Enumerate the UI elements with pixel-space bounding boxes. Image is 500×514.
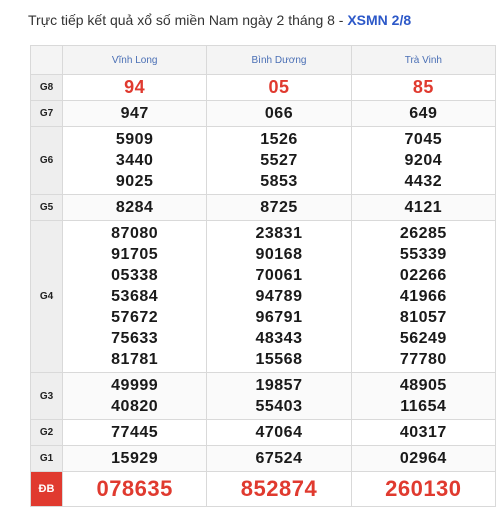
prize-row: [31, 127, 496, 195]
lottery-number: 56249: [399, 330, 447, 347]
prize-cell: [207, 75, 351, 101]
prize-cell: [351, 101, 495, 127]
prize-row: [31, 195, 496, 221]
province-header[interactable]: Trà Vinh: [351, 46, 495, 75]
xsmn-date-link[interactable]: XSMN 2/8: [347, 12, 412, 28]
lottery-number: 77780: [399, 351, 447, 368]
prize-label: G5: [31, 195, 63, 221]
prize-cell: [207, 373, 351, 420]
prize-row: [31, 101, 496, 127]
prize-column-header: [31, 46, 63, 75]
prize-cell: [351, 221, 495, 373]
lottery-number: 9204: [404, 152, 443, 169]
prize-row: [31, 221, 496, 373]
lottery-number: 26285: [399, 225, 447, 242]
lottery-number: 05338: [111, 267, 159, 284]
prize-cell: [351, 195, 495, 221]
lottery-number: 852874: [240, 476, 318, 501]
prize-cell: [63, 195, 207, 221]
lottery-number: 4121: [404, 199, 443, 216]
lottery-number: 7045: [404, 131, 443, 148]
lottery-number: 11654: [400, 398, 447, 415]
lottery-number: 947: [120, 105, 149, 122]
prize-body: [31, 75, 496, 507]
prize-row: [31, 472, 496, 507]
lottery-number: 55403: [255, 398, 303, 415]
lottery-number: 05: [268, 77, 290, 97]
prize-row: [31, 420, 496, 446]
lottery-number: 078635: [96, 476, 173, 501]
lottery-number: 5853: [260, 173, 298, 190]
prize-cell: [63, 446, 207, 472]
lottery-number: 55339: [399, 246, 447, 263]
page-title: [28, 12, 411, 28]
prize-cell: [351, 373, 495, 420]
lottery-number: 066: [264, 105, 294, 122]
lottery-number: 87080: [111, 225, 159, 242]
lottery-number: 77445: [111, 424, 159, 441]
prize-label: G8: [31, 75, 63, 101]
lottery-number: 260130: [385, 476, 462, 501]
prize-cell: [207, 221, 351, 373]
prize-label: G7: [31, 101, 63, 127]
lottery-number: 3440: [115, 152, 154, 169]
province-header[interactable]: Bình Dương: [207, 46, 351, 75]
prize-cell: [207, 101, 351, 127]
lottery-number: 40317: [399, 424, 447, 441]
prize-cell: [351, 127, 495, 195]
prize-cell: [63, 420, 207, 446]
lottery-number: 5527: [260, 152, 298, 169]
lottery-number: 94789: [255, 288, 303, 305]
lottery-number: 8284: [115, 199, 154, 216]
results-table: [30, 45, 496, 507]
prize-row: [31, 75, 496, 101]
lottery-number: 57672: [111, 309, 159, 326]
lottery-number: 15568: [255, 351, 303, 368]
prize-cell: [63, 101, 207, 127]
prize-label: G4: [31, 221, 63, 373]
prize-cell: [207, 472, 351, 507]
lottery-number: 48905: [399, 377, 447, 394]
prize-label: G1: [31, 446, 63, 472]
prize-cell: [63, 221, 207, 373]
lottery-number: 90168: [255, 246, 303, 263]
lottery-number: 85: [412, 77, 434, 97]
prize-row: [31, 373, 496, 420]
lottery-number: 9025: [115, 173, 154, 190]
lottery-number: 75633: [111, 330, 159, 347]
lottery-number: 67524: [255, 450, 303, 467]
lottery-number: 70061: [255, 267, 303, 284]
lottery-number: 02266: [399, 267, 447, 284]
lottery-number: 8725: [260, 199, 298, 216]
prize-cell: [351, 75, 495, 101]
lottery-number: 94: [124, 77, 146, 97]
prize-cell: [351, 420, 495, 446]
lottery-number: 649: [409, 105, 438, 122]
lottery-number: 5909: [115, 131, 154, 148]
lottery-number: 91705: [111, 246, 159, 263]
lottery-number: 4432: [404, 173, 443, 190]
province-header-row: [31, 46, 496, 75]
lottery-number: 23831: [255, 225, 303, 242]
prize-cell: [351, 472, 495, 507]
province-header[interactable]: Vĩnh Long: [63, 46, 207, 75]
prize-cell: [207, 420, 351, 446]
lottery-number: 96791: [255, 309, 303, 326]
lottery-number: 02964: [399, 450, 447, 467]
prize-cell: [207, 127, 351, 195]
prize-cell: [63, 373, 207, 420]
prize-label: G6: [31, 127, 63, 195]
lottery-number: 48343: [255, 330, 303, 347]
prize-label: G3: [31, 373, 63, 420]
lottery-number: 40820: [111, 398, 159, 415]
lottery-number: 19857: [255, 377, 303, 394]
prize-cell: [63, 75, 207, 101]
lottery-number: 1526: [260, 131, 298, 148]
title-text: Trực tiếp kết quả xổ số miền Nam ngày 2 tháng 8 -: [28, 12, 348, 28]
lottery-number: 49999: [111, 377, 159, 394]
lottery-number: 81057: [399, 309, 447, 326]
prize-label: G2: [31, 420, 63, 446]
prize-cell: [351, 446, 495, 472]
prize-cell: [207, 195, 351, 221]
lottery-number: 81781: [111, 351, 159, 368]
prize-cell: [63, 472, 207, 507]
prize-row: [31, 446, 496, 472]
prize-cell: [207, 446, 351, 472]
lottery-number: 53684: [111, 288, 159, 305]
lottery-number: 41966: [399, 288, 447, 305]
prize-label: ĐB: [31, 472, 63, 507]
lottery-number: 15929: [111, 450, 159, 467]
prize-cell: [63, 127, 207, 195]
lottery-number: 47064: [255, 424, 303, 441]
